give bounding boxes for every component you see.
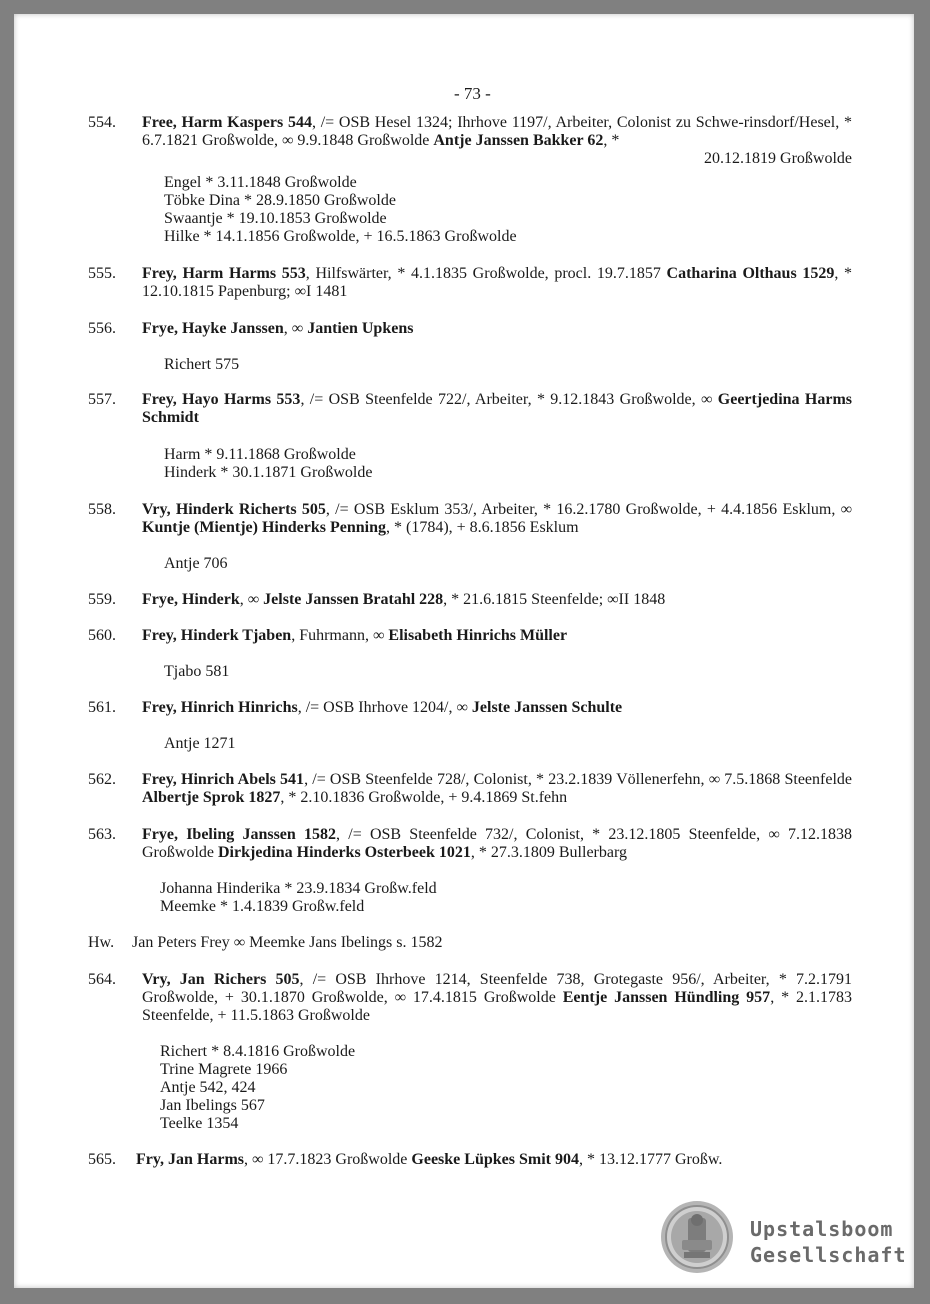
entry-number: Hw. <box>88 934 115 951</box>
entry-text-segment: , * <box>603 132 620 149</box>
entry-text <box>142 826 852 862</box>
entry-text <box>142 699 852 717</box>
entry-number: 565. <box>88 1151 116 1168</box>
entry-text-segment: , /= OSB Steenfelde 728/, Colonist, * 23.2.1839 Völlenerfehn, ∞ 7.5.1868 Steenfelde <box>304 771 853 788</box>
entry-text <box>142 971 852 1025</box>
entry-text <box>142 114 852 168</box>
entry-name-bold: Jelste Janssen Bratahl 228 <box>263 591 444 608</box>
entry-text-segment: , /= OSB Ihrhove 1204/, ∞ <box>297 699 472 716</box>
child-entry: Swaantje * 19.10.1853 Großwolde <box>164 210 387 227</box>
child-entry: Teelke 1354 <box>160 1115 239 1132</box>
entry-text-segment: , * 27.3.1809 Bullerbarg <box>470 844 628 861</box>
entry-name-bold: Jantien Upkens <box>307 320 414 337</box>
entry-name-bold: Catharina Olthaus 1529 <box>666 265 835 282</box>
entry-text <box>142 591 852 609</box>
entry-text-segment: , * 12.10.1815 Papenburg; ∞I 1481 <box>142 265 853 300</box>
children-list <box>164 356 239 374</box>
child-entry: Trine Magrete 1966 <box>160 1061 288 1078</box>
entry-text <box>142 771 852 807</box>
child-entry: Engel * 3.11.1848 Großwolde <box>164 174 357 191</box>
child-entry: Antje 706 <box>164 555 228 572</box>
entry-number: 560. <box>88 627 116 644</box>
entry-text-segment: , Fuhrmann, ∞ <box>291 627 389 644</box>
entry-name-bold: Frye, Hinderk <box>142 591 240 608</box>
entry-number: 564. <box>88 971 116 988</box>
entry-text-segment: , Hilfswärter, * 4.1.1835 Großwolde, procl. 19.7.1857 <box>305 265 667 282</box>
entry-number: 554. <box>88 114 116 131</box>
entry-text <box>142 320 852 338</box>
entry-text <box>142 627 852 645</box>
entry-name-bold: Elisabeth Hinrichs Müller <box>388 627 568 644</box>
entry-name-bold: Albertje Sprok 1827 <box>142 789 281 806</box>
child-entry: Meemke * 1.4.1839 Großw.feld <box>160 898 365 915</box>
entry-number: 563. <box>88 826 116 843</box>
entry-name-bold: Dirkjedina Hinderks Osterbeek 1021 <box>217 844 471 861</box>
entry-text <box>142 501 852 537</box>
seal-logo-icon <box>660 1200 734 1274</box>
entry-text-segment: , ∞ <box>283 320 308 337</box>
entry-name-bold: Vry, Hinderk Richerts 505 <box>142 501 326 518</box>
entry-name-bold: Vry, Jan Richers 505 <box>142 971 300 988</box>
entry-number: 561. <box>88 699 116 716</box>
child-entry: Harm * 9.11.1868 Großwolde <box>164 446 356 463</box>
entry-name-bold: Frey, Hinrich Hinrichs <box>142 699 298 716</box>
entry-text-segment: , * 2.1.1783 Steenfelde, + 11.5.1863 Großwolde <box>142 989 853 1024</box>
child-entry: Jan Ibelings 567 <box>160 1097 265 1114</box>
entry-name-bold: Frey, Hinderk Tjaben <box>142 627 292 644</box>
child-entry: Hilke * 14.1.1856 Großwolde, + 16.5.1863 Großwolde <box>164 228 517 245</box>
brand-line-1: Upstalsboom <box>750 1217 894 1241</box>
entry-text <box>142 265 852 301</box>
entry-name-bold: Free, Harm Kaspers 544 <box>142 114 312 131</box>
entry-text-segment: , * 21.6.1815 Steenfelde; ∞II 1848 <box>443 591 666 608</box>
entry-name-bold: Frye, Hayke Janssen <box>142 320 284 337</box>
entry-text-segment: , ∞ 17.7.1823 Großwolde <box>244 1151 412 1168</box>
entry-text-segment: , /= OSB Esklum 353/, Arbeiter, * 16.2.1780 Großwolde, + 4.4.1856 Esklum, ∞ <box>325 501 852 518</box>
child-entry: Tjabo 581 <box>164 663 230 680</box>
child-entry: Richert 575 <box>164 356 240 373</box>
entry-name-bold: Fry, Jan Harms <box>136 1151 244 1168</box>
entry-name-bold: Jelste Janssen Schulte <box>471 699 623 716</box>
entry-text-segment: , /= OSB Steenfelde 732/, Colonist, * 23.12.1805 Steenfelde, ∞ 7.12.1838 Großwolde <box>142 826 853 861</box>
entry-text <box>142 391 852 427</box>
entry-name-bold: Geertjedina Harms Schmidt <box>142 391 852 426</box>
document-page <box>14 14 914 1288</box>
entry-text-segment: , /= OSB Hesel 1324; Ihrhove 1197/, Arbeiter, Colonist zu Schwe-rinsdorf/Hesel, * 6.7.1821 Großwolde, ∞ 9.9.1848 Großwolde <box>142 114 852 149</box>
entry-name-bold: Eentje Janssen Hündling 957 <box>562 989 771 1006</box>
entry-number: 559. <box>88 591 116 608</box>
entry-text-segment: , /= OSB Ihrhove 1214, Steenfelde 738, Grotegaste 956/, Arbeiter, * 7.2.1791 Großwolde, + 30.1.1870 Großwolde, ∞ 17.4.1815 Großwolde <box>142 971 853 1006</box>
entry-number: 558. <box>88 501 116 518</box>
children-list <box>160 1043 355 1133</box>
entry-name-bold: Frey, Hayo Harms 553 <box>142 391 301 408</box>
entry-name-bold: Geeske Lüpkes Smit 904 <box>411 1151 579 1168</box>
child-entry: Antje 542, 424 <box>160 1079 256 1096</box>
children-list <box>164 735 236 753</box>
entry-text <box>136 1151 846 1169</box>
children-list <box>164 174 517 246</box>
children-list <box>164 446 372 482</box>
brand-name <box>750 1216 907 1268</box>
entry-name-bold: Antje Janssen Bakker 62 <box>433 132 604 149</box>
entry-text-segment: , * 13.12.1777 Großw. <box>578 1151 723 1168</box>
child-entry: Richert * 8.4.1816 Großwolde <box>160 1043 356 1060</box>
child-entry: Johanna Hinderika * 23.9.1834 Großw.feld <box>160 880 437 897</box>
entry-number: 556. <box>88 320 116 337</box>
children-list <box>164 663 229 681</box>
page-number: - 73 - <box>454 84 491 103</box>
child-entry: Hinderk * 30.1.1871 Großwolde <box>164 464 373 481</box>
entry-name-bold: Frye, Ibeling Janssen 1582 <box>142 826 337 843</box>
entry-text-segment: , * 2.10.1836 Großwolde, + 9.4.1869 St.fehn <box>280 789 568 806</box>
children-list <box>164 555 228 573</box>
entry-text <box>132 934 842 952</box>
children-list <box>160 880 437 916</box>
entry-number: 555. <box>88 265 116 282</box>
entry-name-bold: Frey, Harm Harms 553 <box>142 265 306 282</box>
entry-text-segment: , /= OSB Steenfelde 722/, Arbeiter, * 9.12.1843 Großwolde, ∞ <box>300 391 718 408</box>
entry-number: 562. <box>88 771 116 788</box>
entry-text-continuation: 20.12.1819 Großwolde <box>704 150 852 167</box>
child-entry: Töbke Dina * 28.9.1850 Großwolde <box>164 192 396 209</box>
entry-text-segment: , * (1784), + 8.6.1856 Esklum <box>386 519 579 536</box>
entry-name-bold: Kuntje (Mientje) Hinderks Penning <box>142 519 386 536</box>
entry-text-segment: , ∞ <box>239 591 264 608</box>
brand-line-2: Gesellschaft <box>750 1243 907 1267</box>
entry-text-segment: Jan Peters Frey ∞ Meemke Jans Ibelings s. 1582 <box>132 934 443 951</box>
entry-number: 557. <box>88 391 116 408</box>
child-entry: Antje 1271 <box>164 735 236 752</box>
entry-name-bold: Frey, Hinrich Abels 541 <box>142 771 305 788</box>
